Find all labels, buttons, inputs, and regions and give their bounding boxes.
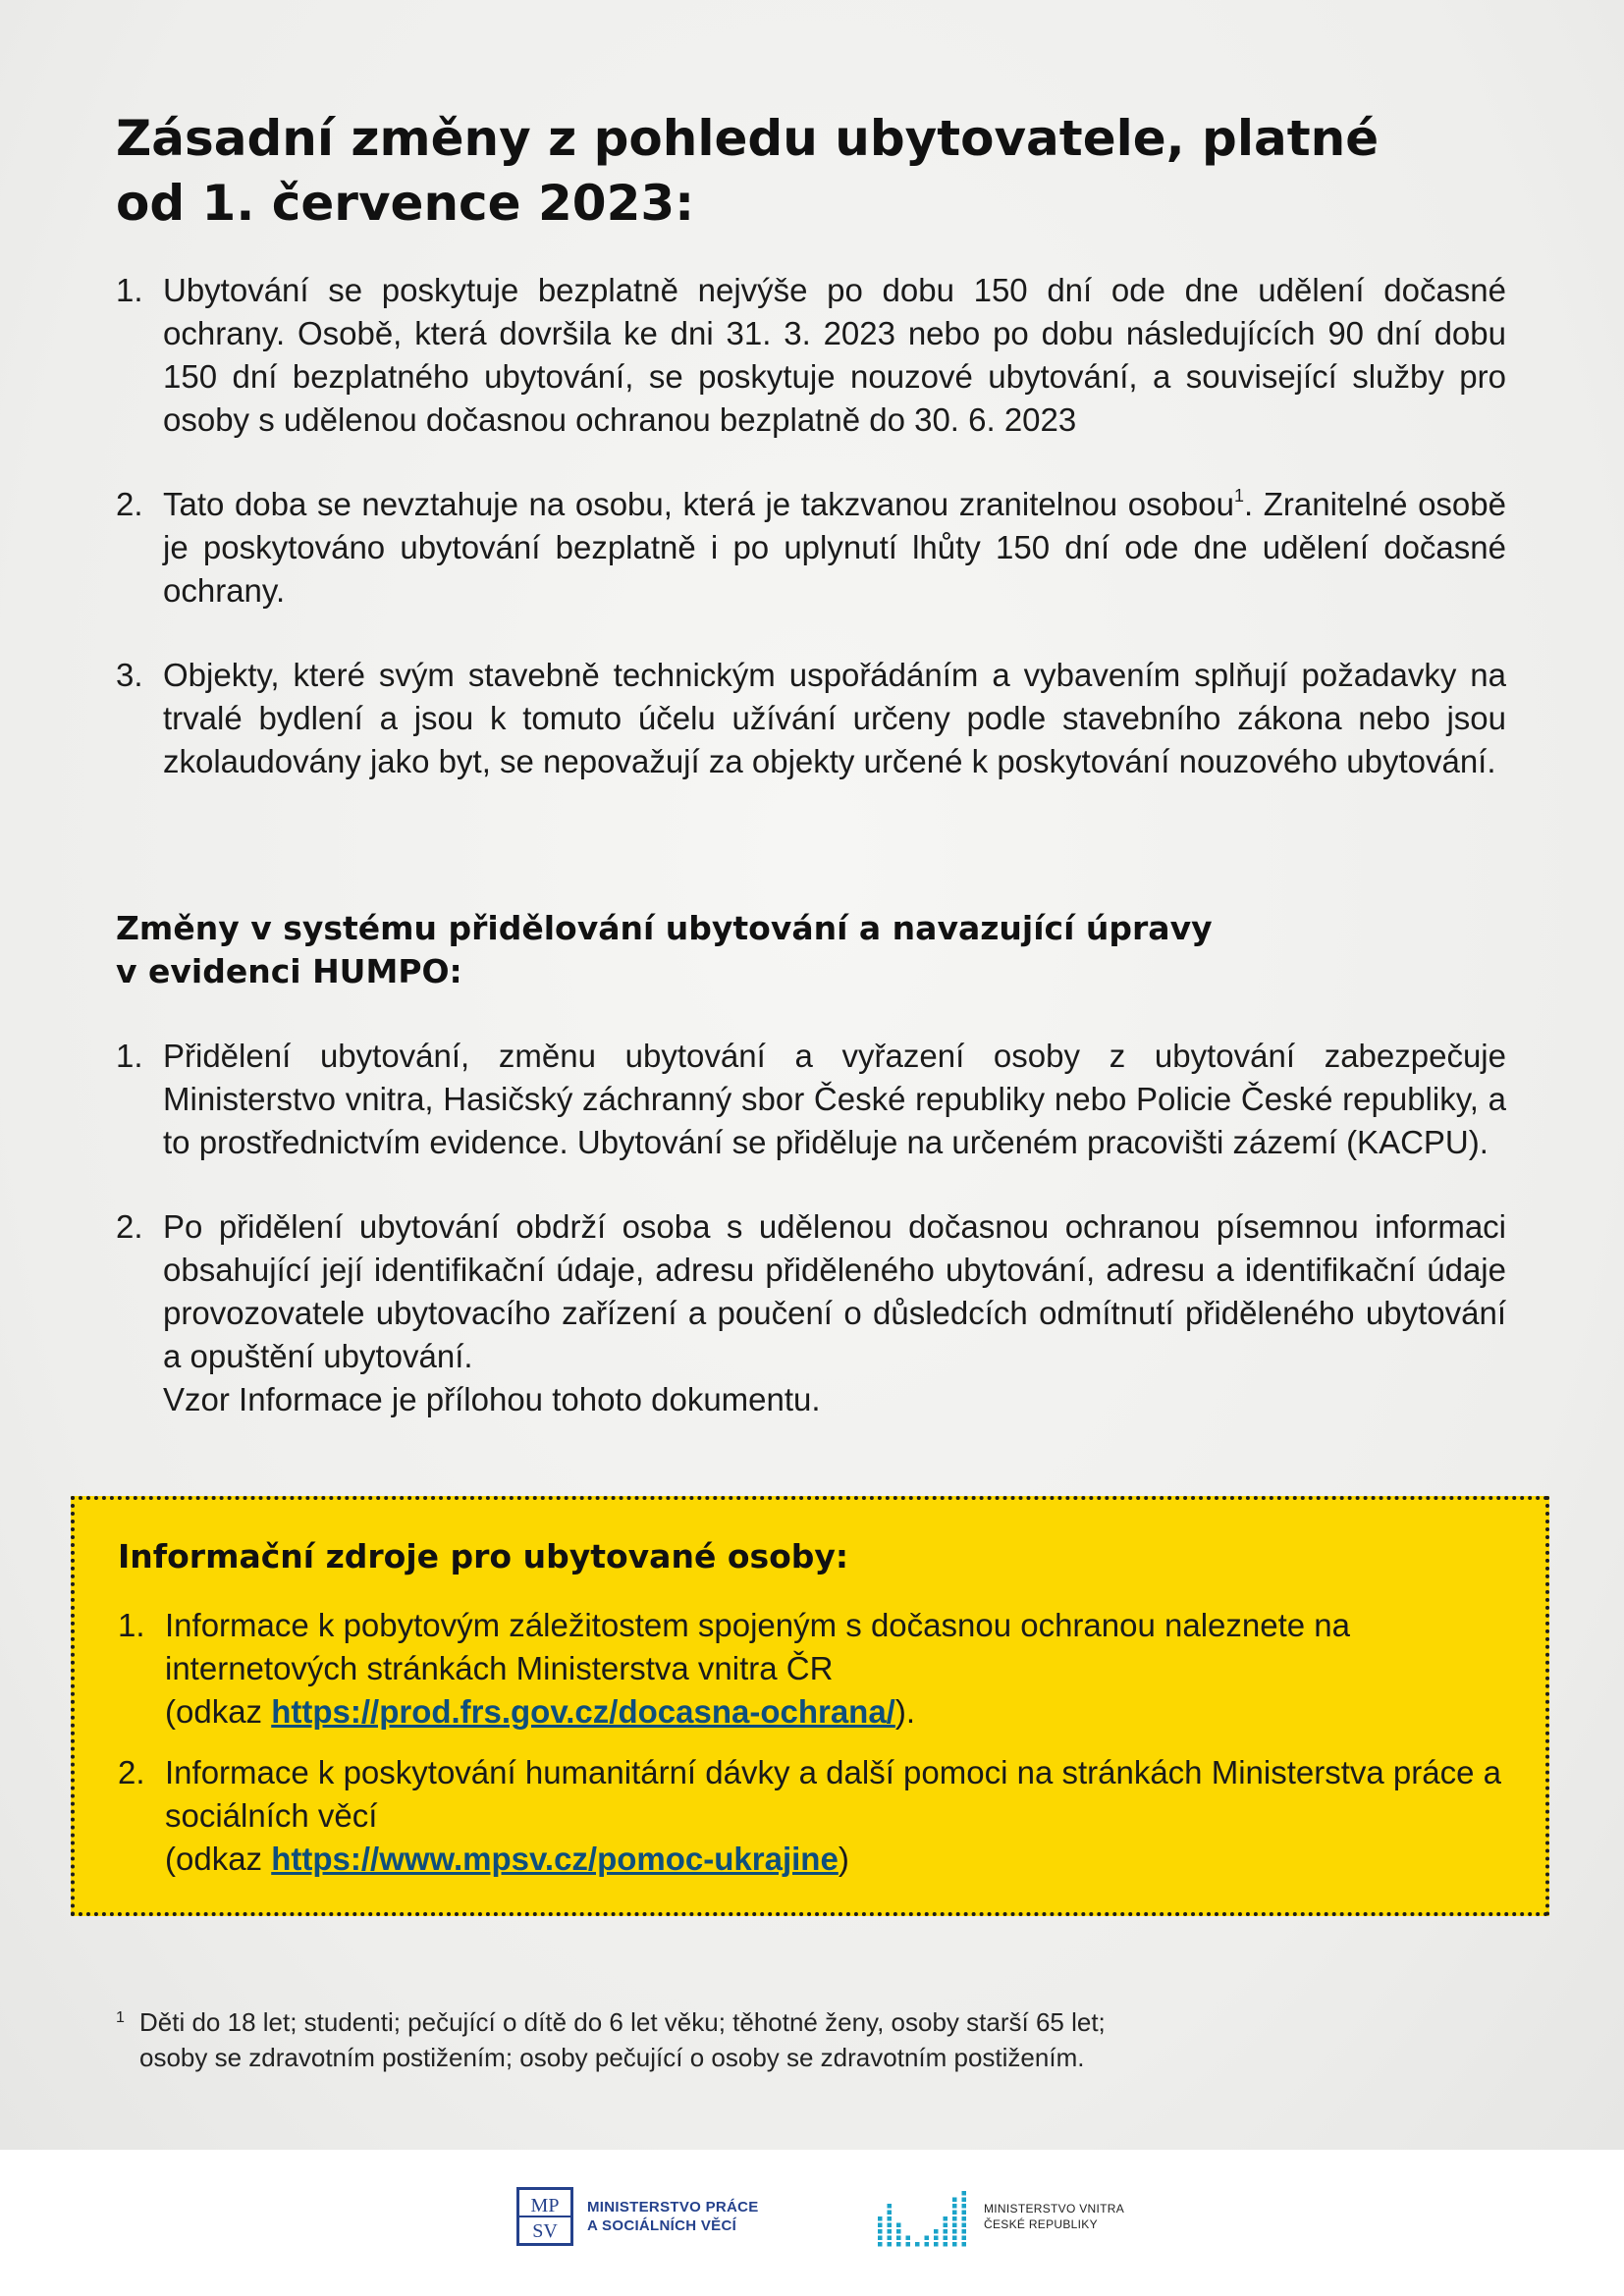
footnote — [116, 2004, 1435, 2075]
mv-emblem-dot — [896, 2242, 901, 2247]
title-line-2: od 1. července 2023: — [116, 175, 695, 232]
section-heading-line-1: Změny v systému přidělování ubytování a navazující úpravy — [116, 909, 1213, 947]
link-suffix: ) — [838, 1841, 849, 1877]
mpsv-logo-text — [587, 2198, 759, 2235]
mv-emblem-dot — [934, 2236, 939, 2241]
mv-emblem-dot — [888, 2236, 893, 2241]
link-prefix: (odkaz — [165, 1693, 272, 1730]
mv-emblem-dot — [952, 2242, 957, 2247]
mv-dots-icon — [876, 2185, 974, 2248]
mv-logo-text — [984, 2201, 1124, 2232]
section-heading — [116, 907, 1510, 993]
mpsv-logo-line-1: MINISTERSTVO PRÁCE — [587, 2199, 759, 2216]
item-number: 2. — [116, 486, 143, 522]
mv-emblem-dot — [888, 2216, 893, 2221]
item-number: 3. — [116, 657, 143, 693]
seal-text-bottom: SV — [532, 2220, 558, 2242]
mv-emblem-dot — [952, 2211, 957, 2216]
page-title — [116, 106, 1510, 236]
footnote-line-2: osoby se zdravotním postižením; osoby pečující o osoby se zdravotním postižením. — [139, 2043, 1085, 2072]
mv-emblem-dot — [925, 2236, 930, 2241]
mv-emblem-dot — [962, 2211, 967, 2216]
mv-logo — [876, 2185, 1124, 2248]
list-item — [116, 1035, 1506, 1164]
changes-list — [116, 269, 1506, 783]
mv-emblem-dot — [944, 2236, 948, 2241]
footnote-reference: 1 — [1234, 486, 1245, 506]
item-text: Informace k poskytování humanitární dávky a další pomoci na stránkách Ministerstva práce a sociálních věcí — [165, 1754, 1501, 1834]
mv-emblem-dot — [878, 2242, 883, 2247]
list-item — [116, 269, 1506, 442]
mv-emblem-dot — [944, 2229, 948, 2234]
mv-emblem-dot — [896, 2229, 901, 2234]
item-text-after: . Zranitelné osobě je poskytováno ubytování bezplatně i po uplynutí lhůty 150 dní ode dne udělení dočasné ochrany. — [163, 486, 1506, 609]
mv-logo-line-1: MINISTERSTVO VNITRA — [984, 2202, 1125, 2216]
title-line-1: Zásadní změny z pohledu ubytovatele, platné — [116, 110, 1380, 167]
item-number: 2. — [116, 1208, 143, 1245]
item-text: Informace k pobytovým záležitostem spojeným s dočasnou ochranou naleznete na internetových stránkách Ministerstva vnitra ČR — [165, 1607, 1350, 1686]
mv-emblem-dot — [888, 2204, 893, 2209]
mv-emblem-dot — [888, 2242, 893, 2247]
mv-emblem-dot — [888, 2211, 893, 2216]
item-number: 2. — [118, 1754, 145, 1790]
seal-text-top: MP — [530, 2195, 560, 2216]
mv-emblem-dot — [878, 2236, 883, 2241]
mv-emblem-dot — [962, 2236, 967, 2241]
info-box-title: Informační zdroje pro ubytované osoby: — [118, 1537, 849, 1575]
mv-emblem-dot — [944, 2216, 948, 2221]
mv-emblem-dot — [952, 2204, 957, 2209]
item-extra-note: Vzor Informace je přílohou tohoto dokumentu. — [163, 1381, 821, 1417]
list-item — [118, 1604, 1512, 1734]
mv-emblem-dot — [952, 2216, 957, 2221]
mv-emblem-dot — [888, 2223, 893, 2228]
mv-emblem-dot — [952, 2236, 957, 2241]
mv-docasna-ochrana-link[interactable]: https://prod.frs.gov.cz/docasna-ochrana/ — [271, 1693, 895, 1730]
mpsv-logo — [516, 2187, 759, 2246]
list-item — [118, 1751, 1512, 1881]
item-text: Ubytování se poskytuje bezplatně nejvýše po dobu 150 dní ode dne udělení dočasné ochrany. Osobě, která dovršila ke dni 31. 3. 2023 nebo po dobu následujících 90 dní dobu 150 dní bezplatného ubytování, se poskytuje nouzové ubytování, a související služby pro osoby s udělenou dočasnou ochranou bezplatně do 30. 6. 2023 — [163, 272, 1506, 438]
mv-emblem-dot — [915, 2242, 920, 2247]
mv-emblem-dot — [896, 2236, 901, 2241]
mv-emblem-dot — [952, 2198, 957, 2203]
mv-emblem-dot — [906, 2236, 911, 2241]
mv-emblem-dot — [952, 2223, 957, 2228]
info-sources-box — [71, 1496, 1549, 1916]
logo-footer — [0, 2150, 1624, 2296]
mv-emblem-dot — [962, 2216, 967, 2221]
mv-emblem-dot — [925, 2242, 930, 2247]
mpsv-logo-line-2: A SOCIÁLNÍCH VĚCÍ — [587, 2217, 737, 2234]
list-item — [116, 1205, 1506, 1421]
mv-emblem-dot — [934, 2229, 939, 2234]
list-item — [116, 654, 1506, 783]
mv-emblem-dot — [962, 2198, 967, 2203]
section-heading-line-2: v evidenci HUMPO: — [116, 952, 462, 990]
mv-emblem-dot — [934, 2242, 939, 2247]
mpsv-seal-icon — [516, 2187, 573, 2246]
mv-emblem-dot — [878, 2229, 883, 2234]
item-number: 1. — [116, 1038, 143, 1074]
mv-emblem-dot — [906, 2242, 911, 2247]
list-item — [116, 483, 1506, 613]
mv-emblem-dot — [962, 2229, 967, 2234]
footnote-mark: 1 — [116, 2009, 125, 2026]
mv-emblem-dot — [962, 2242, 967, 2247]
mv-emblem-dot — [952, 2229, 957, 2234]
info-sources-list — [118, 1604, 1512, 1881]
mv-logo-line-2: ČESKÉ REPUBLIKY — [984, 2217, 1098, 2231]
mv-emblem-dot — [962, 2191, 967, 2196]
item-text: Přidělení ubytování, změnu ubytování a vyřazení osoby z ubytování zabezpečuje Ministerstvo vnitra, Hasičský záchranný sbor České republiky nebo Policie České republiky, a to prostřednictvím evidence. Ubytování se přiděluje na určeném pracovišti zázemí (KACPU). — [163, 1038, 1506, 1160]
mv-emblem-dot — [962, 2204, 967, 2209]
mv-emblem-dot — [878, 2223, 883, 2228]
item-text: Objekty, které svým stavebně technickým uspořádáním a vybavením splňují požadavky na trvalé bydlení a jsou k tomuto účelu užívání určeny podle stavebního zákona nebo jsou zkolaudovány jako byt, se nepovažují za objekty určené k poskytování nouzového ubytování. — [163, 657, 1506, 779]
mv-emblem-dot — [896, 2223, 901, 2228]
mv-emblem-dot — [944, 2223, 948, 2228]
item-number: 1. — [116, 272, 143, 308]
footnote-line-1: Děti do 18 let; studenti; pečující o dítě do 6 let věku; těhotné ženy, osoby starší 65 let; — [139, 2007, 1106, 2037]
link-suffix: ). — [894, 1693, 916, 1730]
mv-emblem-dot — [944, 2242, 948, 2247]
mv-emblem-dot — [962, 2223, 967, 2228]
item-text: Po přidělení ubytování obdrží osoba s udělenou dočasnou ochranou písemnou informaci obsahující její identifikační údaje, adresu přiděleného ubytování, adresu a identifikační údaje provozovatele ubytovacího zařízení a poučení o důsledcích odmítnutí přiděleného ubytování a opuštění ubytování. — [163, 1208, 1506, 1374]
link-prefix: (odkaz — [165, 1841, 272, 1877]
item-number: 1. — [118, 1607, 145, 1643]
mpsv-pomoc-ukrajine-link[interactable]: https://www.mpsv.cz/pomoc-ukrajine — [271, 1841, 839, 1877]
mv-emblem-dot — [878, 2216, 883, 2221]
item-text-before: Tato doba se nevztahuje na osobu, která je takzvanou zranitelnou osobou — [163, 486, 1234, 522]
mv-emblem-dot — [888, 2229, 893, 2234]
humpo-changes-list — [116, 1035, 1506, 1421]
